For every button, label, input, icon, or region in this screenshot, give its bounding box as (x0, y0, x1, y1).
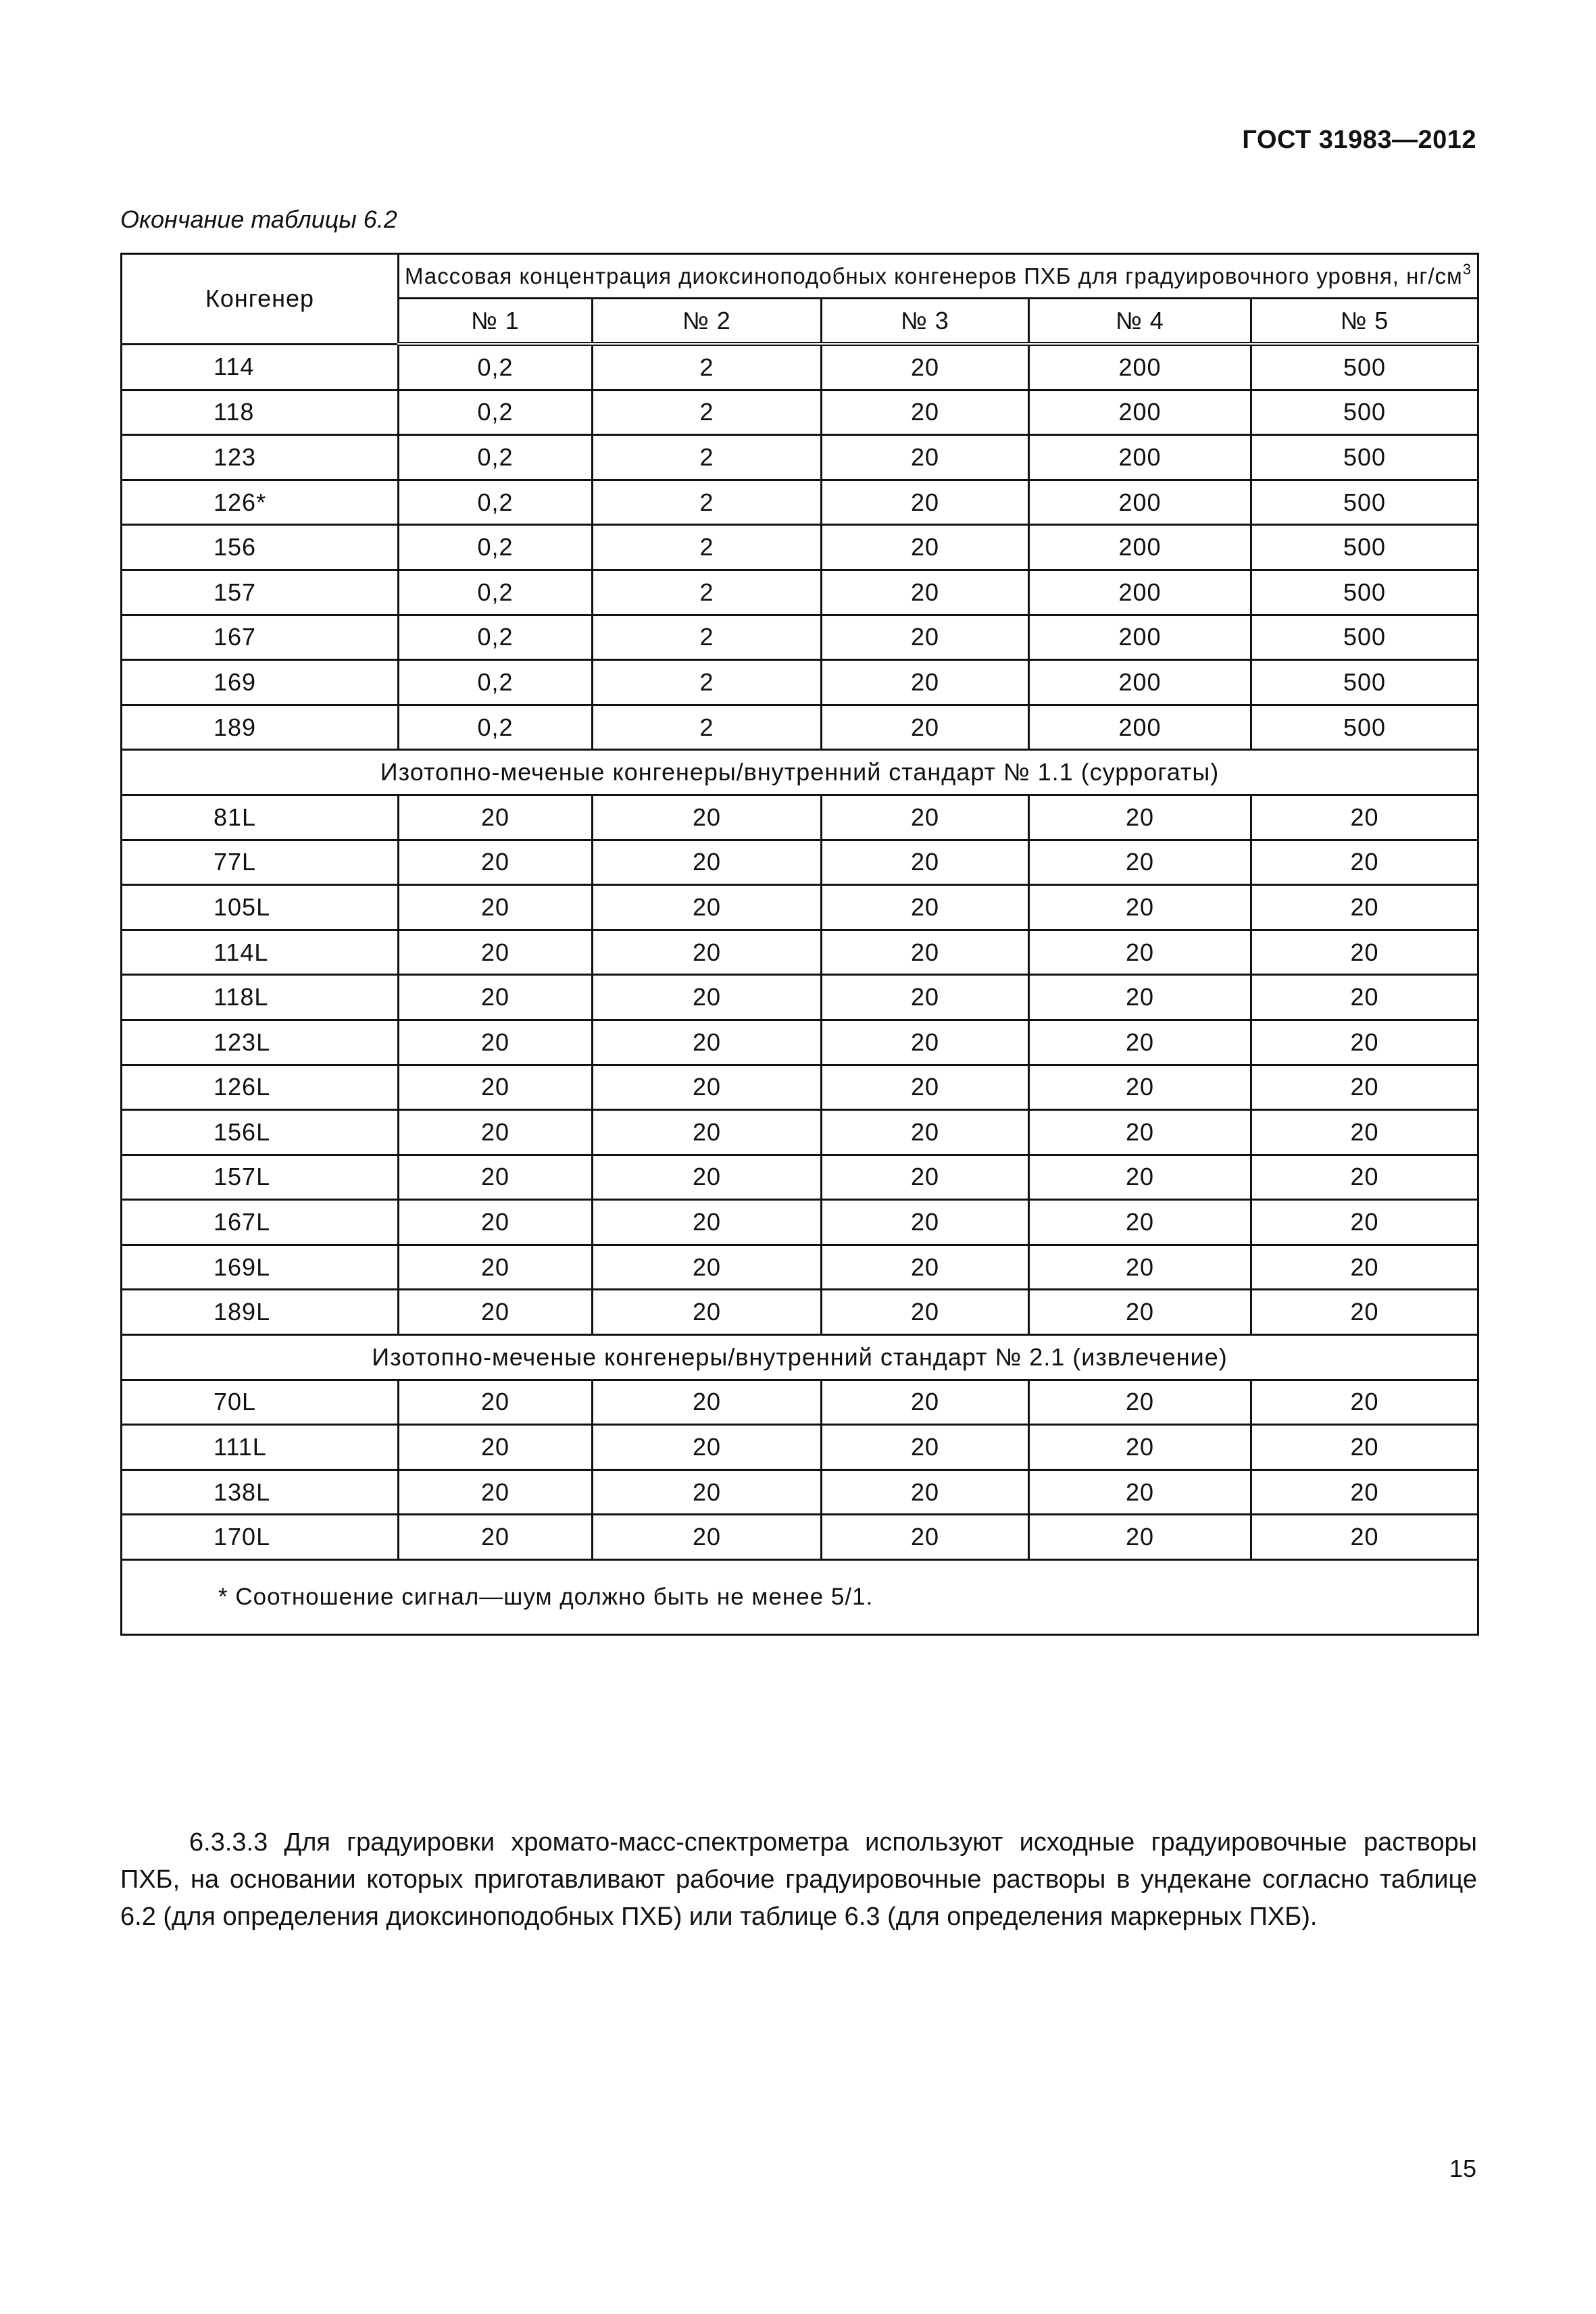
congener-name-cell: 189L (122, 1290, 399, 1335)
concentration-cell: 500 (1251, 390, 1478, 435)
concentration-cell: 20 (1251, 1200, 1478, 1245)
congener-name-cell: 114L (122, 930, 399, 975)
concentration-cell: 500 (1251, 344, 1478, 390)
concentration-cell: 0,2 (399, 705, 593, 750)
concentration-cell: 20 (399, 930, 593, 975)
concentration-cell: 20 (399, 1425, 593, 1470)
concentration-cell: 20 (1029, 795, 1251, 840)
concentration-cell: 20 (822, 885, 1029, 930)
concentration-cell: 20 (1251, 975, 1478, 1020)
concentration-cell: 20 (1251, 1469, 1478, 1515)
concentration-cell: 20 (1251, 1020, 1478, 1065)
document-number: ГОСТ 31983—2012 (1242, 126, 1476, 154)
page-number: 15 (1449, 2155, 1476, 2182)
concentration-cell: 0,2 (399, 344, 593, 390)
concentration-cell: 20 (1251, 1065, 1478, 1110)
concentration-cell: 2 (593, 660, 822, 705)
congener-name-cell: 167 (122, 615, 399, 660)
table-row (122, 660, 1478, 705)
congener-name-cell: 157 (122, 570, 399, 615)
concentration-cell: 2 (593, 435, 822, 480)
concentration-cell: 20 (593, 1244, 822, 1290)
concentration-cell: 500 (1251, 435, 1478, 480)
concentration-cell: 20 (1029, 885, 1251, 930)
concentration-cell: 500 (1251, 570, 1478, 615)
concentration-cell: 500 (1251, 615, 1478, 660)
concentration-cell: 20 (822, 975, 1029, 1020)
concentration-cell: 0,2 (399, 435, 593, 480)
unit-superscript: 3 (1462, 260, 1472, 278)
section-title: Изотопно-меченые конгенеры/внутренний стандарт № 1.1 (суррогаты) (122, 750, 1478, 795)
concentration-cell: 20 (593, 1469, 822, 1515)
concentration-cell: 20 (1029, 1110, 1251, 1155)
concentration-cell: 20 (1029, 1020, 1251, 1065)
table-row (122, 795, 1478, 840)
concentration-cell: 20 (1029, 840, 1251, 885)
table-row (122, 390, 1478, 435)
concentration-cell: 20 (399, 840, 593, 885)
concentration-cell: 20 (822, 660, 1029, 705)
table-row (122, 1469, 1478, 1515)
concentration-cell: 20 (593, 1200, 822, 1245)
concentration-cell: 2 (593, 615, 822, 660)
concentration-cell: 20 (1251, 1244, 1478, 1290)
table-row (122, 1065, 1478, 1110)
concentration-cell: 20 (822, 1065, 1029, 1110)
concentration-cell: 0,2 (399, 480, 593, 525)
concentration-cell: 20 (399, 1110, 593, 1155)
congener-name-cell: 77L (122, 840, 399, 885)
concentration-cell: 20 (822, 930, 1029, 975)
congener-name-cell: 156 (122, 525, 399, 570)
concentration-cell: 20 (1029, 1425, 1251, 1470)
concentration-cell: 20 (399, 1065, 593, 1110)
concentration-cell: 0,2 (399, 660, 593, 705)
concentration-cell: 200 (1029, 480, 1251, 525)
concentration-cell: 20 (822, 1155, 1029, 1200)
concentration-cell: 2 (593, 480, 822, 525)
concentration-cell: 20 (399, 975, 593, 1020)
congener-name-cell: 118L (122, 975, 399, 1020)
concentration-cell: 2 (593, 525, 822, 570)
concentration-cell: 20 (593, 1515, 822, 1560)
table-row (122, 1380, 1478, 1425)
concentration-cell: 2 (593, 344, 822, 390)
concentration-cell: 20 (399, 1290, 593, 1335)
concentration-cell: 20 (822, 1200, 1029, 1245)
concentration-cell: 20 (822, 1244, 1029, 1290)
concentration-cell: 200 (1029, 525, 1251, 570)
concentration-cell: 20 (822, 390, 1029, 435)
concentration-cell: 20 (822, 795, 1029, 840)
concentration-cell: 20 (1029, 1380, 1251, 1425)
concentration-cell: 20 (1029, 930, 1251, 975)
concentration-cell: 20 (822, 1469, 1029, 1515)
concentration-cell: 0,2 (399, 390, 593, 435)
concentration-cell: 20 (1029, 1290, 1251, 1335)
congener-name-cell: 169 (122, 660, 399, 705)
concentration-cell: 200 (1029, 570, 1251, 615)
congener-name-cell: 111L (122, 1425, 399, 1470)
concentration-group-header (399, 254, 1478, 299)
concentration-cell: 200 (1029, 344, 1251, 390)
body-paragraph: 6.3.3.3 Для градуировки хромато-масс-спектрометра используют исходные градуировочные растворы ПХБ, на основании которых приготавливают рабочие градуировочные растворы в ундекане согласно таблице 6.2 (для определения диоксиноподобных ПХБ) или таблице 6.3 (для определения маркерных ПХБ). (120, 1828, 1477, 1931)
concentration-cell: 20 (399, 1200, 593, 1245)
concentration-cell: 20 (822, 1425, 1029, 1470)
concentration-cell: 20 (1251, 1155, 1478, 1200)
concentration-cell: 20 (399, 1515, 593, 1560)
congener-column-header: Конгенер (122, 254, 399, 345)
table-row (122, 1244, 1478, 1290)
concentration-cell: 500 (1251, 480, 1478, 525)
congener-name-cell: 170L (122, 1515, 399, 1560)
concentration-cell: 20 (822, 525, 1029, 570)
section-1-body (122, 795, 1478, 1334)
table-row (122, 705, 1478, 750)
concentration-cell: 20 (822, 705, 1029, 750)
congener-name-cell: 123 (122, 435, 399, 480)
concentration-cell: 20 (593, 1020, 822, 1065)
concentration-cell: 20 (1251, 1380, 1478, 1425)
concentration-cell: 20 (822, 1515, 1029, 1560)
level-header: № 4 (1029, 299, 1251, 345)
congener-name-cell: 70L (122, 1380, 399, 1425)
concentration-cell: 20 (399, 1020, 593, 1065)
concentration-cell: 20 (593, 1290, 822, 1335)
concentration-cell: 20 (822, 1380, 1029, 1425)
concentration-cell: 20 (1251, 840, 1478, 885)
concentration-cell: 500 (1251, 660, 1478, 705)
concentration-cell: 20 (1029, 1200, 1251, 1245)
native-congeners-body (122, 344, 1478, 750)
concentration-cell: 20 (593, 1110, 822, 1155)
concentration-cell: 20 (822, 840, 1029, 885)
level-header: № 1 (399, 299, 593, 345)
concentration-cell: 0,2 (399, 615, 593, 660)
section-title: Изотопно-меченые конгенеры/внутренний стандарт № 2.1 (извлечение) (122, 1335, 1478, 1380)
congener-name-cell: 105L (122, 885, 399, 930)
concentration-cell: 20 (822, 344, 1029, 390)
concentration-cell: 20 (593, 1380, 822, 1425)
congener-name-cell: 118 (122, 390, 399, 435)
congener-name-cell: 169L (122, 1244, 399, 1290)
table-row (122, 1155, 1478, 1200)
concentration-cell: 2 (593, 390, 822, 435)
concentration-cell: 20 (1251, 1515, 1478, 1560)
level-header: № 2 (593, 299, 822, 345)
level-header: № 5 (1251, 299, 1478, 345)
congener-name-cell: 126L (122, 1065, 399, 1110)
concentration-cell: 20 (1251, 930, 1478, 975)
table-row (122, 1515, 1478, 1560)
concentration-cell: 2 (593, 705, 822, 750)
concentration-cell: 20 (593, 975, 822, 1020)
congener-name-cell: 189 (122, 705, 399, 750)
table-row (122, 1425, 1478, 1470)
congener-name-cell: 167L (122, 1200, 399, 1245)
concentration-cell: 20 (1251, 1425, 1478, 1470)
calibration-table (120, 253, 1479, 1636)
concentration-cell: 20 (822, 1110, 1029, 1155)
congener-name-cell: 126* (122, 480, 399, 525)
concentration-group-header-text: Массовая концентрация диоксиноподобных конгенеров ПХБ для градуировочного уровня, нг/см (405, 263, 1463, 288)
concentration-cell: 20 (822, 570, 1029, 615)
concentration-cell: 200 (1029, 390, 1251, 435)
concentration-cell: 200 (1029, 615, 1251, 660)
congener-name-cell: 123L (122, 1020, 399, 1065)
concentration-cell: 20 (593, 1065, 822, 1110)
congener-name-cell: 114 (122, 344, 399, 390)
table-row (122, 1020, 1478, 1065)
concentration-cell: 20 (399, 885, 593, 930)
concentration-cell: 20 (822, 480, 1029, 525)
section-1-header-body (122, 750, 1478, 795)
concentration-cell: 20 (822, 1290, 1029, 1335)
concentration-cell: 20 (399, 795, 593, 840)
table-row (122, 525, 1478, 570)
concentration-cell: 20 (593, 1155, 822, 1200)
concentration-cell: 200 (1029, 660, 1251, 705)
table-footnote: * Соотношение сигнал—шум должно быть не менее 5/1. (122, 1560, 1478, 1635)
concentration-cell: 20 (1251, 1110, 1478, 1155)
congener-name-cell: 81L (122, 795, 399, 840)
concentration-cell: 20 (822, 615, 1029, 660)
concentration-cell: 20 (822, 435, 1029, 480)
table-row (122, 930, 1478, 975)
congener-name-cell: 156L (122, 1110, 399, 1155)
concentration-cell: 200 (1029, 705, 1251, 750)
table-row (122, 570, 1478, 615)
table-row (122, 615, 1478, 660)
concentration-cell: 20 (1251, 1290, 1478, 1335)
table-row (122, 480, 1478, 525)
concentration-cell: 20 (1029, 975, 1251, 1020)
concentration-cell: 20 (1251, 795, 1478, 840)
concentration-cell: 20 (822, 1020, 1029, 1065)
concentration-cell: 500 (1251, 525, 1478, 570)
concentration-cell: 20 (1029, 1244, 1251, 1290)
congener-name-cell: 138L (122, 1469, 399, 1515)
concentration-cell: 20 (1029, 1469, 1251, 1515)
concentration-cell: 20 (593, 930, 822, 975)
table-row (122, 1110, 1478, 1155)
concentration-cell: 500 (1251, 705, 1478, 750)
concentration-cell: 200 (1029, 435, 1251, 480)
concentration-cell: 20 (1251, 885, 1478, 930)
section-2-body (122, 1380, 1478, 1559)
concentration-cell: 20 (399, 1244, 593, 1290)
concentration-cell: 0,2 (399, 525, 593, 570)
concentration-cell: 20 (593, 840, 822, 885)
concentration-cell: 20 (399, 1469, 593, 1515)
table-row (122, 975, 1478, 1020)
concentration-cell: 2 (593, 570, 822, 615)
level-header: № 3 (822, 299, 1029, 345)
table-row (122, 885, 1478, 930)
concentration-cell: 20 (1029, 1155, 1251, 1200)
table-row (122, 1290, 1478, 1335)
table-row (122, 344, 1478, 390)
congener-name-cell: 157L (122, 1155, 399, 1200)
concentration-cell: 20 (399, 1155, 593, 1200)
concentration-cell: 0,2 (399, 570, 593, 615)
concentration-cell: 20 (593, 1425, 822, 1470)
concentration-cell: 20 (399, 1380, 593, 1425)
concentration-cell: 20 (1029, 1065, 1251, 1110)
section-2-header-body (122, 1335, 1478, 1380)
table-row (122, 1200, 1478, 1245)
table-row (122, 840, 1478, 885)
concentration-cell: 20 (593, 795, 822, 840)
concentration-cell: 20 (1029, 1515, 1251, 1560)
concentration-cell: 20 (593, 885, 822, 930)
table-row (122, 435, 1478, 480)
table-caption: Окончание таблицы 6.2 (120, 205, 397, 233)
